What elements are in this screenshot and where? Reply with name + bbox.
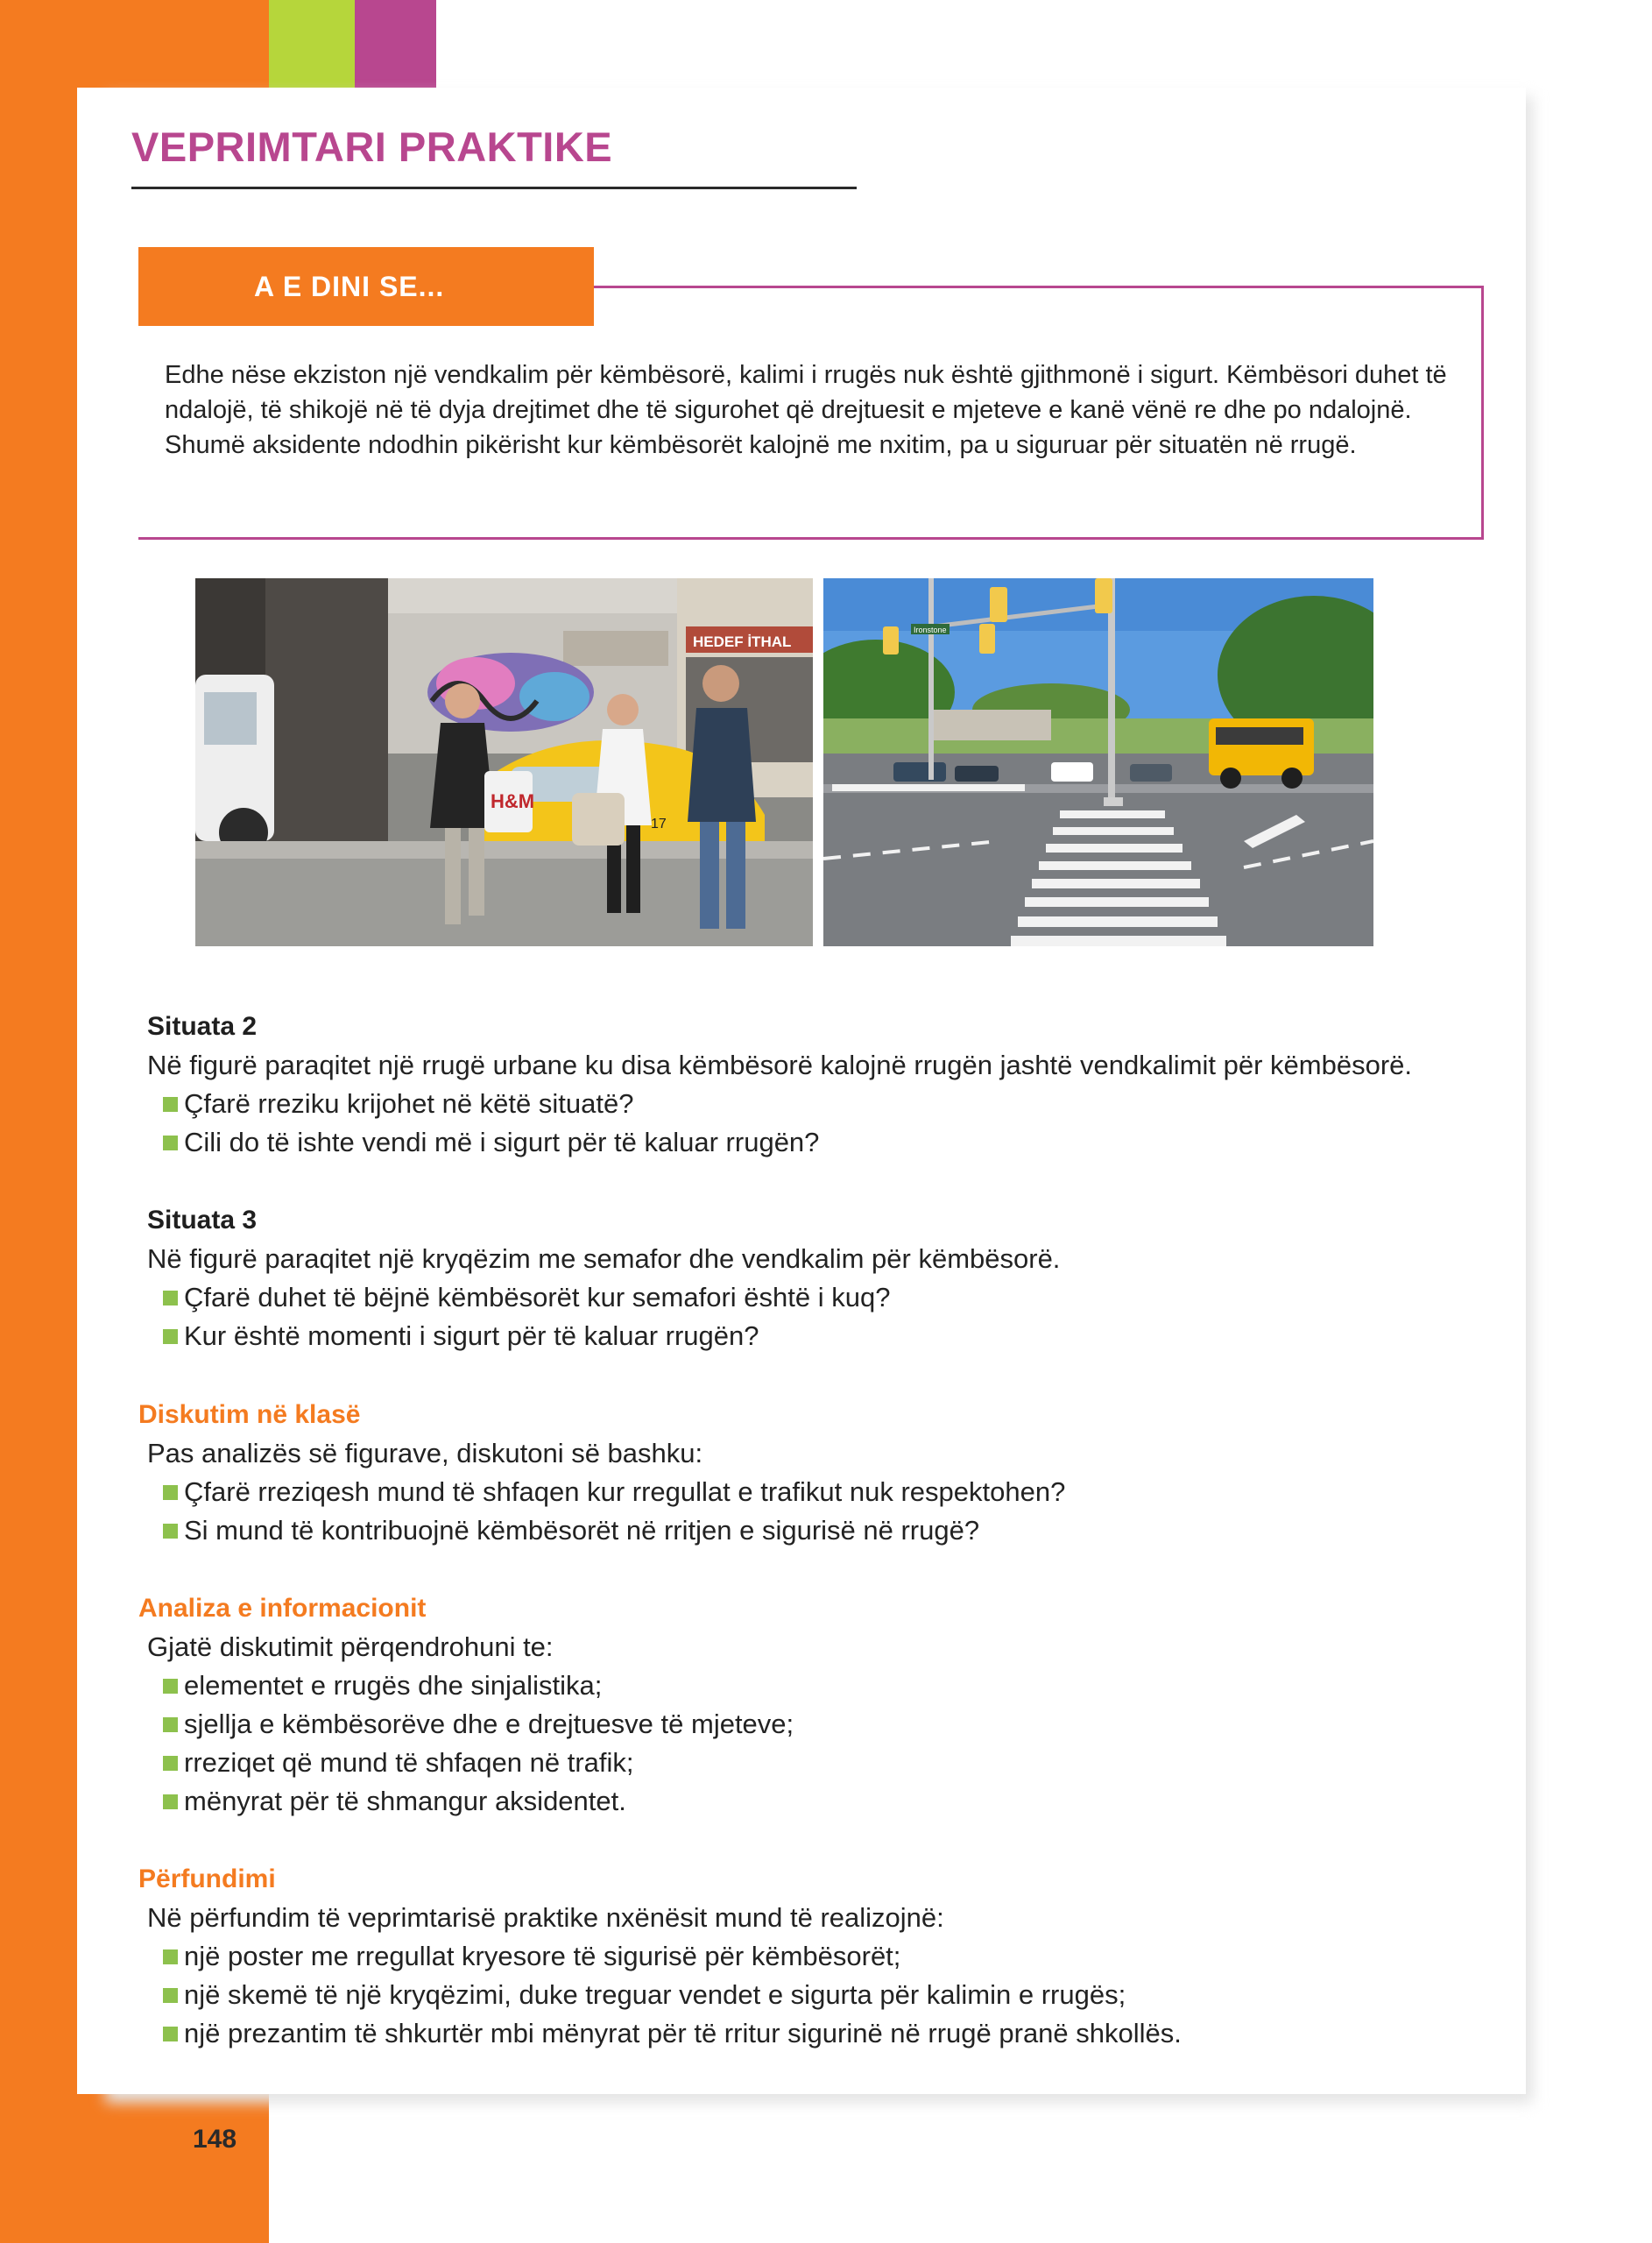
shop-sign-text: HEDEF İTHAL: [693, 633, 792, 650]
square-bullet-icon: [163, 1136, 178, 1150]
square-bullet-icon: [163, 1485, 178, 1500]
situata-3-questions: [147, 1278, 1514, 1355]
diskutim-section: [138, 1396, 1505, 1550]
situata-3-text: Në figurë paraqitet një kryqëzim me semafor dhe vendkalim për këmbësorë.: [147, 1243, 1061, 1274]
situata-3-section: [147, 1201, 1514, 1355]
square-bullet-icon: [163, 1717, 178, 1732]
square-bullet-icon: [163, 2027, 178, 2041]
list-item: elementet e rrugës dhe sinjalistika;: [163, 1666, 1505, 1705]
list-item: Kur është momenti i sigurt për të kaluar rrugën?: [163, 1317, 1514, 1355]
analiza-section: [138, 1589, 1505, 1821]
list-item: një prezantim të shkurtër mbi mënyrat për të rritur sigurinë në rrugë pranë shkollës.: [163, 2014, 1505, 2053]
list-item: një poster me rregullat kryesore të sigurisë për këmbësorët;: [163, 1937, 1505, 1976]
page-title: VEPRIMTARI PRAKTIKE: [131, 124, 613, 170]
page-number: 148: [193, 2125, 237, 2154]
list-item: mënyrat për të shmangur aksidentet.: [163, 1782, 1505, 1821]
square-bullet-icon: [163, 1524, 178, 1539]
magenta-color-tab: [355, 0, 436, 89]
list-item: Çfarë rreziku krijohet në këtë situatë?: [163, 1085, 1514, 1123]
diskutim-questions: [138, 1473, 1505, 1550]
square-bullet-icon: [163, 1291, 178, 1305]
situata-3-title: Situata 3: [147, 1206, 258, 1235]
bag-text: H&M: [491, 790, 535, 812]
perfundimi-text: Në përfundim të veprimtarisë praktike nxënësit mund të realizojnë:: [147, 1902, 944, 1933]
list-item: një skemë të një kryqëzimi, duke treguar vendet e sigurta për kalimin e rrugës;: [163, 1976, 1505, 2014]
textbook-page: [77, 88, 1526, 2094]
square-bullet-icon: [163, 1949, 178, 1964]
list-item: Çfarë duhet të bëjnë këmbësorët kur semafori është i kuq?: [163, 1278, 1514, 1317]
square-bullet-icon: [163, 1988, 178, 2003]
diskutim-title: Diskutim në klasë: [138, 1400, 361, 1429]
analiza-text: Gjatë diskutimit përqendrohuni te:: [147, 1631, 554, 1662]
perfundimi-outputs: [138, 1937, 1505, 2053]
square-bullet-icon: [163, 1756, 178, 1771]
info-box-text: Edhe nëse ekziston një vendkalim për këmbësorë, kalimi i rrugës nuk është gjithmonë i sigurt. Këmbësori duhet të ndalojë, të shikojë në të dyja drejtimet dhe të sigurohet që drejtuesit e mjeteve e kanë vënë re dhe po ndalojnë. Shumë aksidente ndodhin pikërisht kur këmbësorët kalojnë me nxitim, pa u siguruar për situatën në rrugë.: [165, 361, 1447, 459]
situata-2-text: Në figurë paraqitet një rrugë urbane ku disa këmbësorë kalojnë rrugën jashtë vendkalimit për këmbësorë.: [147, 1050, 1413, 1080]
square-bullet-icon: [163, 1679, 178, 1694]
square-bullet-icon: [163, 1097, 178, 1112]
taxi-number: 17: [651, 817, 667, 831]
title-underline: [131, 187, 857, 189]
list-item: Çfarë rreziqesh mund të shfaqen kur rregullat e trafikut nuk respektohen?: [163, 1473, 1505, 1511]
diskutim-text: Pas analizës së figurave, diskutoni së bashku:: [147, 1438, 703, 1468]
info-box-badge: A E DINI SE...: [138, 247, 594, 326]
green-color-tab: [269, 0, 355, 89]
list-item: sjellja e këmbësorëve dhe e drejtuesve të mjeteve;: [163, 1705, 1505, 1744]
analiza-title: Analiza e informacionit: [138, 1594, 427, 1623]
square-bullet-icon: [163, 1329, 178, 1344]
situata-2-title: Situata 2: [147, 1012, 258, 1041]
street-sign-text: Ironstone: [914, 626, 947, 634]
crosswalk-intersection-photo: [823, 578, 1373, 946]
perfundimi-section: [138, 1860, 1505, 2053]
list-item: rreziqet që mund të shfaqen në trafik;: [163, 1744, 1505, 1782]
analiza-points: [138, 1666, 1505, 1821]
perfundimi-title: Përfundimi: [138, 1864, 276, 1893]
list-item: Si mund të kontribuojnë këmbësorët në rritjen e sigurisë në rrugë?: [163, 1511, 1505, 1550]
situata-2-questions: [147, 1085, 1514, 1162]
square-bullet-icon: [163, 1794, 178, 1809]
pedestrians-crossing-street-photo: [195, 578, 813, 946]
situata-2-section: [147, 1008, 1514, 1162]
list-item: Cili do të ishte vendi më i sigurt për të kaluar rrugën?: [163, 1123, 1514, 1162]
